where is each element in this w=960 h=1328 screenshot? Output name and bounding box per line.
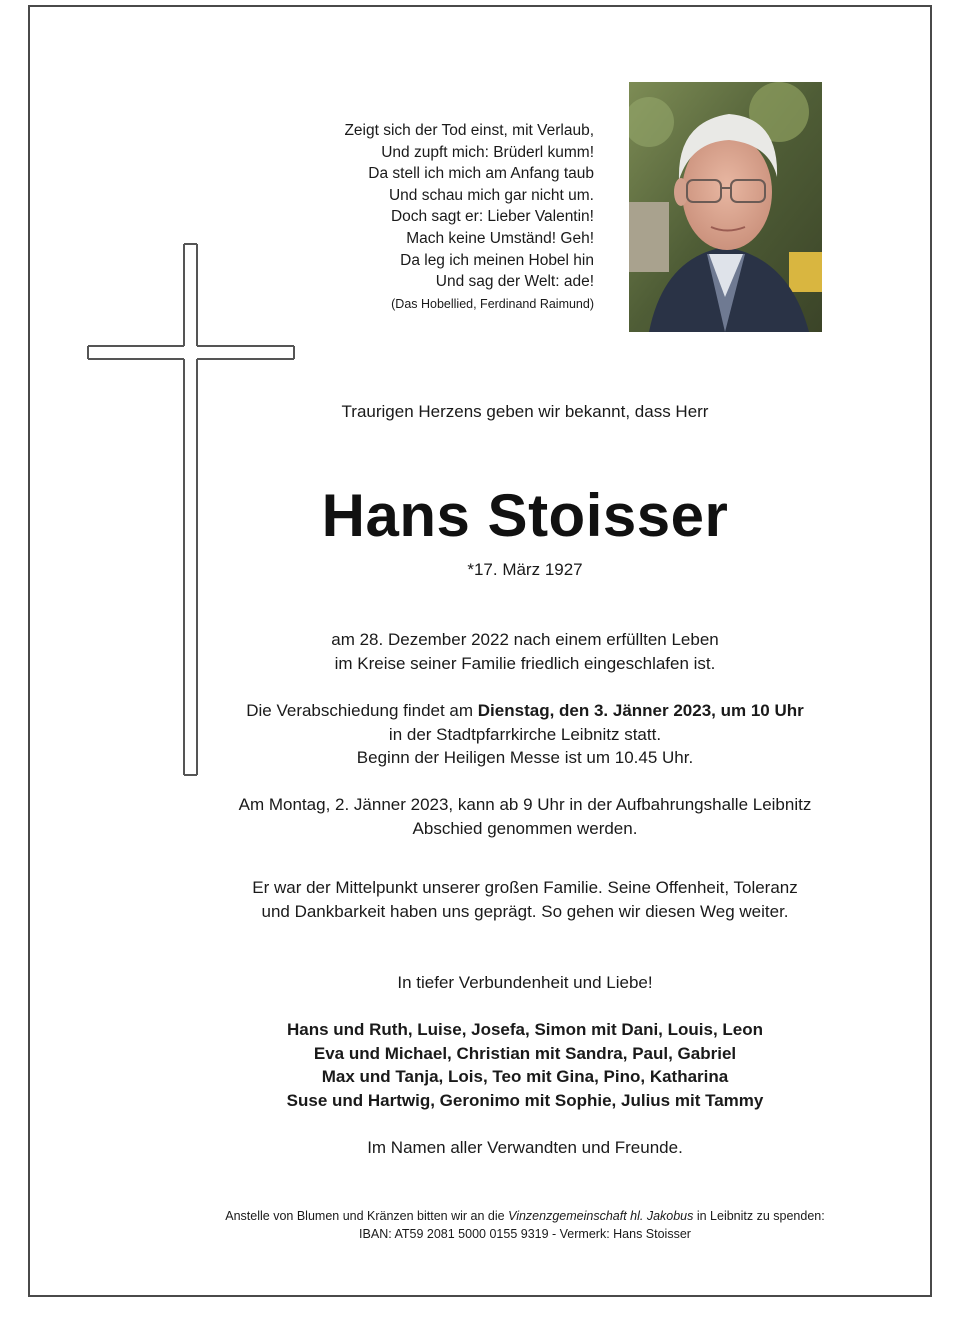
death-notice xyxy=(180,628,870,675)
poem xyxy=(234,120,594,315)
tribute-line: Er war der Mittelpunkt unserer großen Familie. Seine Offenheit, Toleranz xyxy=(252,878,798,897)
deceased-name: Hans Stoisser xyxy=(321,482,729,549)
poem-source: (Das Hobellied, Ferdinand Raimund) xyxy=(391,296,594,311)
funeral-line xyxy=(180,699,870,723)
family-line: Suse und Hartwig, Geronimo mit Sophie, Julius mit Tammy xyxy=(286,1090,764,1110)
announcement-intro xyxy=(180,400,870,424)
on-behalf xyxy=(180,1136,870,1160)
donation-line xyxy=(80,1207,960,1225)
poem-line: Und sag der Welt: ade! xyxy=(435,273,594,291)
poem-line: Mach keine Umständ! Geh! xyxy=(406,229,594,247)
closing-text: In tiefer Verbundenheit und Liebe! xyxy=(397,973,653,992)
poem-line: Zeigt sich der Tod einst, mit Verlaub, xyxy=(344,122,594,139)
donation-suffix: in Leibnitz zu spenden: xyxy=(693,1209,825,1223)
death-line: im Kreise seiner Familie friedlich eingeschlafen ist. xyxy=(334,653,716,673)
funeral-info xyxy=(180,699,870,770)
portrait-photo xyxy=(629,82,822,332)
poem-line: Und schau mich gar nicht um. xyxy=(388,186,594,204)
family-line: Hans und Ruth, Luise, Josefa, Simon mit Dani, Louis, Leon xyxy=(286,1020,764,1039)
funeral-date: Dienstag, den 3. Jänner 2023, um 10 Uhr xyxy=(477,701,804,720)
death-line: am 28. Dezember 2022 nach einem erfüllten Leben xyxy=(331,630,719,649)
donation-note xyxy=(80,1207,960,1243)
poem-line: Und zupft mich: Brüderl kumm! xyxy=(381,143,594,161)
intro-text: Traurigen Herzens geben wir bekannt, dass Herr xyxy=(341,402,709,421)
donation-prefix: Anstelle von Blumen und Kränzen bitten wir an die xyxy=(225,1209,509,1223)
iban-line: IBAN: AT59 2081 5000 0155 9319 - Vermerk: Hans Stoisser xyxy=(359,1227,691,1241)
funeral-prefix: Die Verabschiedung findet am xyxy=(246,701,478,720)
poem-line: Da stell ich mich am Anfang taub xyxy=(368,165,594,183)
tribute-line: und Dankbarkeit haben uns geprägt. So gehen wir diesen Weg weiter. xyxy=(261,901,789,921)
viewing-line: Am Montag, 2. Jänner 2023, kann ab 9 Uhr in der Aufbahrungshalle Leibnitz xyxy=(238,795,812,814)
closing-phrase xyxy=(180,971,870,995)
family-line: Max und Tanja, Lois, Teo mit Gina, Pino, Katharina xyxy=(321,1067,729,1086)
viewing-info xyxy=(180,793,870,840)
charity-name: Vinzenzgemeinschaft hl. Jakobus xyxy=(508,1209,694,1223)
funeral-line: in der Stadtpfarrkirche Leibnitz statt. xyxy=(388,724,662,744)
poem-line: Doch sagt er: Lieber Valentin! xyxy=(390,208,594,226)
family-list xyxy=(180,1018,870,1112)
funeral-line: Beginn der Heiligen Messe ist um 10.45 Uhr. xyxy=(356,748,694,767)
poem-line: Da leg ich meinen Hobel hin xyxy=(400,251,594,269)
birth-date xyxy=(180,558,870,582)
family-line: Eva und Michael, Christian mit Sandra, Paul, Gabriel xyxy=(313,1043,737,1063)
on-behalf-text: Im Namen aller Verwandten und Freunde. xyxy=(367,1138,683,1157)
birth-text: *17. März 1927 xyxy=(467,560,583,579)
tribute-text xyxy=(180,876,870,923)
viewing-line: Abschied genommen werden. xyxy=(412,818,638,838)
